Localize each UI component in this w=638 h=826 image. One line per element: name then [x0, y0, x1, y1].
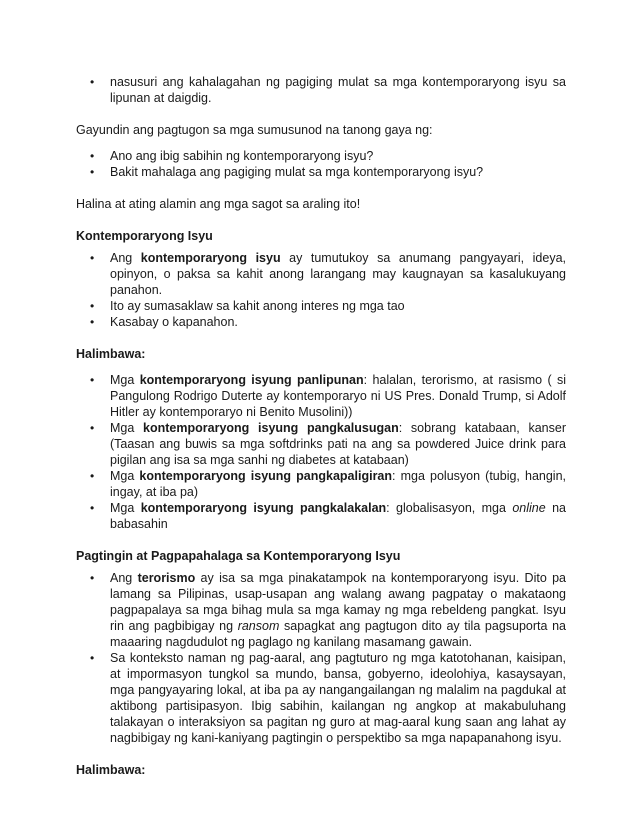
bullet-icon: • [90, 421, 95, 435]
paragraph-halina: Halina at ating alamin ang mga sagot sa araling ito! [76, 197, 361, 211]
section-heading: Halimbawa: [76, 763, 146, 777]
list-item: • Bakit mahalaga ang pagiging mulat sa mga kontemporaryong isyu? [90, 165, 484, 179]
section2-list [76, 372, 566, 532]
list-item: • Kasabay o kapanahon. [90, 315, 238, 329]
list-item: • Ito ay sumasaklaw sa kahit anong interes ng mga tao [90, 299, 405, 313]
bullet-icon: • [90, 373, 95, 387]
bullet-icon: • [90, 469, 95, 483]
bullet-icon: • [90, 149, 95, 163]
bullet-icon: • [90, 75, 95, 89]
section-heading: Pagtingin at Pagpapahalaga sa Kontemporaryong Isyu [76, 549, 401, 563]
list-item: • Mga kontemporaryong isyung panlipunan: halalan, terorismo, at rasismo ( si Pangulong Rodrigo Duterte ay kontemporaryo ni US Pres. Donald Trump, si Adolf Hitler ay kontemporaryo ni Benito Musolini)) [90, 373, 566, 419]
bullet-icon: • [90, 315, 95, 329]
list-item: • Ang terorismo ay isa sa mga pinakatampok na kontemporaryong isyu. Dito pa lamang sa Pilipinas, usap-usapan ang walang awang pagpatay o makataong pagpapalaya sa mga bihag mula sa mga kamay ng mga rebeldeng pangkat. Isyu rin ang pagbibigay ng ransom sapagkat ang pagtugon dito ay tila pagsuporta na maaaring nagdudulot ng paglago ng kanilang masamang gawain. [90, 571, 567, 649]
list-item: • Sa konteksto naman ng pag-aaral, ang pagtuturo ng mga katotohanan, kaisipan, at impormasyon tungkol sa mundo, bansa, gobyerno, ideolohiya, kasaysayan, mga pangyayaring lokal, at iba pa ay nangangailangan ng malalim na pagdukal at aktibong partisipasyon. Ibig sabihin, kailangan ng angkop at makabuluhang talakayan o interaksiyon sa pagitan ng guro at mag-aaral kung saan ang lahat ay nagbibigay ng kani-kaniyang pagtingin o perspektibo sa mga napapanahong isyu. [90, 651, 566, 745]
section-heading: Kontemporaryong Isyu [76, 229, 213, 243]
questions-list [76, 148, 566, 180]
bullet-icon: • [90, 251, 95, 265]
section-heading: Halimbawa: [76, 347, 146, 361]
list-item: • Ang kontemporaryong isyu ay tumutukoy sa anumang pangyayari, ideya, opinyon, o paksa sa kahit anong larangang may kaugnayan sa kasalukuyang panahon. [90, 251, 566, 297]
bullet-icon: • [90, 501, 95, 515]
bullet-icon: • [90, 571, 95, 585]
bullet-icon: • [90, 299, 95, 313]
list-item: • Mga kontemporaryong isyung pangkalakalan: globalisasyon, mga online na babasahin [90, 501, 566, 531]
bullet-icon: • [90, 165, 95, 179]
bullet-icon: • [90, 651, 95, 665]
list-item: • Mga kontemporaryong isyung pangkapaligiran: mga polusyon (tubig, hangin, ingay, at iba pa) [90, 469, 566, 499]
list-item: • nasusuri ang kahalagahan ng pagiging mulat sa mga kontemporaryong isyu sa lipunan at daigdig. [90, 75, 566, 105]
section3-list [76, 570, 566, 746]
section1-list [76, 250, 566, 330]
intro-list [76, 74, 566, 106]
paragraph-gayundin: Gayundin ang pagtugon sa mga sumusunod na tanong gaya ng: [76, 123, 433, 137]
list-item: • Ano ang ibig sabihin ng kontemporaryong isyu? [90, 149, 374, 163]
list-item: • Mga kontemporaryong isyung pangkalusugan: sobrang katabaan, kanser (Taasan ang buwis sa mga softdrinks pati na ang sa powdered Juice drink para pigilan ang isa sa mga sanhi ng diabetes at katabaan) [90, 421, 566, 467]
